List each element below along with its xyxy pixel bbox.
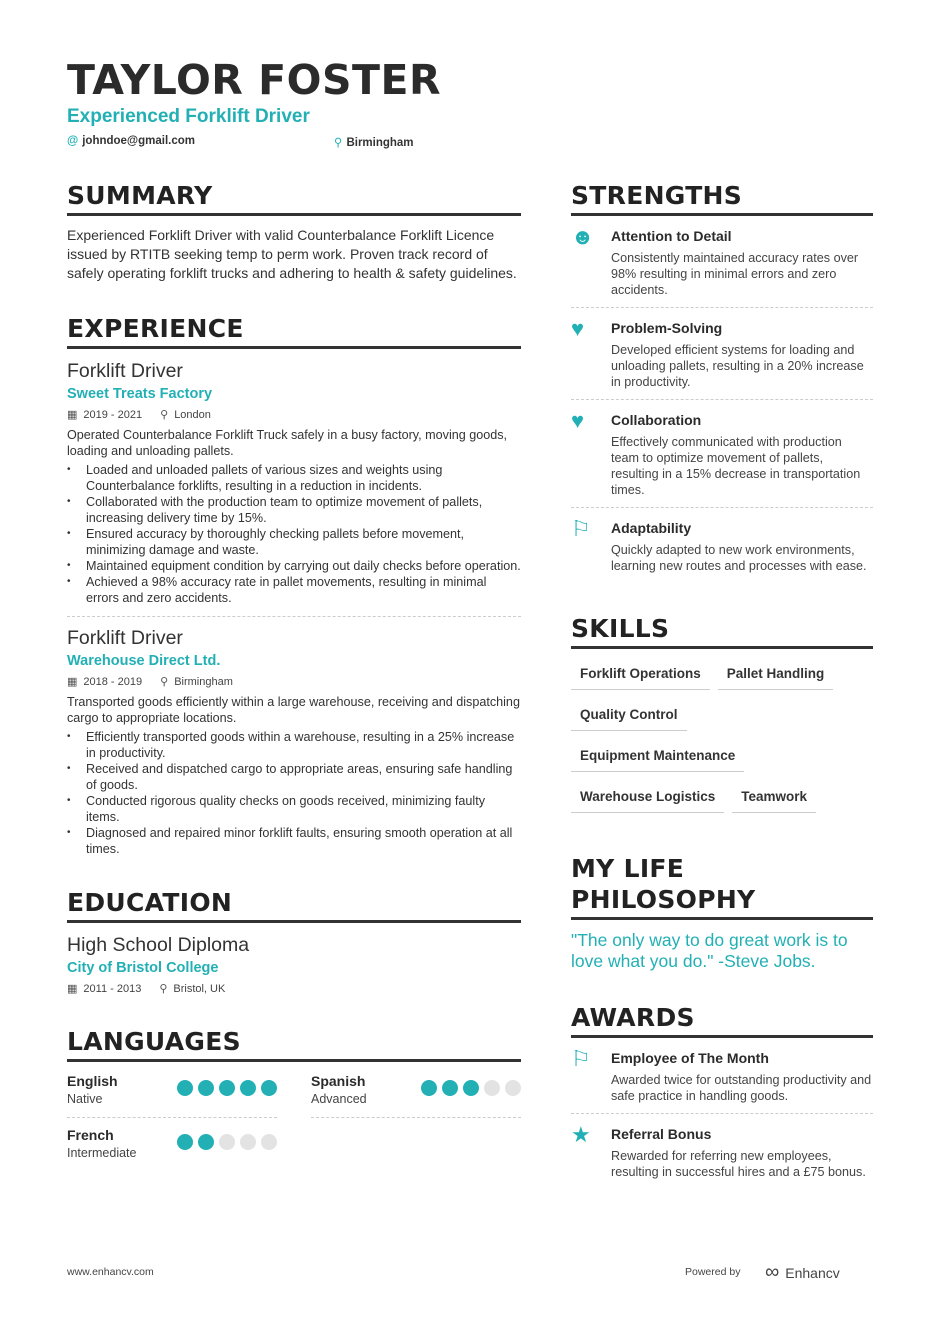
rating-dot-filled [219,1080,235,1096]
rating-dot-empty [505,1080,521,1096]
rating-dots [177,1134,277,1150]
strength-title: Collaboration [611,412,702,428]
strength-text: Developed efficient systems for loading and unloading pallets, resulting in a 20% increase in productivity. [611,343,864,389]
candidate-name: TAYLOR FOSTER [67,56,442,104]
philosophy-heading: MY LIFE PHILOSOPHY [571,853,873,920]
award-text: Rewarded for referring new employees, resulting in successful hires and a £75 bonus. [611,1149,866,1179]
rating-dot-filled [177,1134,193,1150]
rating-dot-filled [177,1080,193,1096]
languages-list [67,1070,521,1178]
strength-text: Effectively communicated with production team to optimize movement of pallets, resulting in a 15% decrease in transportation times. [611,435,861,497]
dates [67,675,142,689]
award-item [571,1114,873,1189]
skill-tag: Quality Control [571,700,687,731]
job-bullets [67,462,521,606]
job-title: Forklift Driver [67,360,183,382]
experience-heading: EXPERIENCE [67,313,521,349]
brand-name: Enhancv [785,1264,840,1281]
star-icon: ★ [571,1122,591,1147]
dates [67,408,142,422]
location-pin-icon: ⚲ [159,983,168,995]
job-description: Transported goods efficiently within a large warehouse, receiving and dispatching cargo to appropriate locations. [67,695,520,725]
job-location-text: Birmingham [174,676,233,688]
job-description: Operated Counterbalance Forklift Truck safely in a busy factory, moving goods, loading and unloading pallets. [67,428,508,458]
award-text: Awarded twice for outstanding productivity and safe practice in handling goods. [611,1073,872,1103]
language-name: English [67,1073,118,1089]
rating-dot-empty [219,1134,235,1150]
skills-list [571,659,873,823]
location-text: Birmingham [346,137,414,149]
location-pin-icon: ⚲ [160,676,169,688]
job-location-text: London [174,409,211,421]
language-french [67,1124,277,1172]
job-entry [67,617,521,857]
heart-icon: ♥ [571,316,585,341]
language-spanish [311,1070,521,1118]
rating-dot-filled [198,1080,214,1096]
rating-dot-empty [240,1134,256,1150]
bullet: • Diagnosed and repaired minor forklift faults, ensuring smooth operation at all times. [67,825,521,857]
dates-text: 2019 - 2021 [83,409,143,421]
dates [67,982,141,996]
language-level: Intermediate [67,1146,137,1160]
email[interactable] [67,135,195,147]
candidate-title: Experienced Forklift Driver [67,106,310,127]
strength-item [571,308,873,399]
footer-url[interactable]: www.enhancv.com [67,1266,154,1278]
strength-title: Attention to Detail [611,228,732,244]
awards-list [571,1038,873,1189]
strength-text: Consistently maintained accuracy rates over 98% resulting in minimal errors and zero accidents. [611,251,859,297]
left-column [67,180,521,1178]
bullet: • Received and dispatched cargo to appropriate areas, ensuring safe handling of goods. [67,761,521,793]
philosophy-quote: "The only way to do great work is to love what you do." -Steve Jobs. [571,930,848,971]
summary-heading: SUMMARY [67,180,521,216]
education-heading: EDUCATION [67,887,521,923]
calendar-icon: ▦ [67,983,78,995]
rating-dot-filled [442,1080,458,1096]
school-location-text: Bristol, UK [173,983,226,995]
strength-item [571,216,873,307]
rating-dot-empty [261,1134,277,1150]
strengths-heading: STRENGTHS [571,180,873,216]
rating-dot-filled [463,1080,479,1096]
school-location [159,982,225,996]
location [334,135,414,149]
bullet: • Achieved a 98% accuracy rate in pallet movements, resulting in minimal errors and zero accidents. [67,574,521,606]
job-location [160,675,233,689]
degree: High School Diploma [67,934,250,956]
dates-text: 2018 - 2019 [83,676,143,688]
bullet: • Maintained equipment condition by carrying out daily checks before operation. [67,558,521,574]
language-level: Advanced [311,1092,367,1106]
rating-dot-filled [421,1080,437,1096]
strengths-list [571,216,873,583]
skill-tag: Warehouse Logistics [571,782,724,813]
dates-text: 2011 - 2013 [83,983,142,995]
powered-by: Powered by [685,1266,741,1278]
calendar-icon: ▦ [67,409,78,421]
language-name: Spanish [311,1073,366,1089]
company: Sweet Treats Factory [67,386,213,402]
bullet: • Loaded and unloaded pallets of various sizes and weights using Counterbalance forklifts, resulting in a reduction in incidents. [67,462,521,494]
rating-dots [421,1080,521,1096]
skills-heading: SKILLS [571,613,873,649]
award-item [571,1038,873,1113]
heart-icon: ♥ [571,408,585,433]
award-title: Referral Bonus [611,1126,712,1142]
strength-text: Quickly adapted to new work environments, learning new routes and processes with ease. [611,543,867,573]
language-name: French [67,1127,114,1143]
bullet: • Conducted rigorous quality checks on goods received, minimizing faulty items. [67,793,521,825]
infinity-icon: ∞ [765,1261,780,1283]
bullet: • Collaborated with the production team to optimize movement of pallets, increasing delivery time by 15%. [67,494,521,526]
rating-dot-empty [484,1080,500,1096]
flag-icon: ⚐ [571,1046,591,1071]
job-entry [67,359,521,616]
skill-tag: Equipment Maintenance [571,741,744,772]
languages-heading: LANGUAGES [67,1026,521,1062]
email-text: johndoe@gmail.com [82,135,196,147]
awards-heading: AWARDS [571,1002,873,1038]
job-location [160,408,211,422]
skill-tag: Pallet Handling [718,659,834,690]
rating-dot-filled [198,1134,214,1150]
skill-tag: Forklift Operations [571,659,710,690]
skill-tag: Teamwork [732,782,816,813]
right-column [571,180,873,1189]
enhancv-logo[interactable] [765,1261,840,1284]
award-title: Employee of The Month [611,1050,769,1066]
school: City of Bristol College [67,960,219,976]
rating-dot-filled [240,1080,256,1096]
strength-title: Problem-Solving [611,320,723,336]
strength-item [571,508,873,583]
location-pin-icon: ⚲ [160,409,169,421]
calendar-icon: ▦ [67,676,78,688]
location-pin-icon: ⚲ [334,137,343,149]
flag-icon: ⚐ [571,516,591,541]
strength-item [571,400,873,507]
rating-dots [177,1080,277,1096]
summary-text: Experienced Forklift Driver with valid Counterbalance Forklift Licence issued by RTITB seeking temp to perm work. Proven track record of safely operating forklift trucks and adhering to health & safety guidelines. [67,227,517,281]
language-level: Native [67,1092,103,1106]
rating-dot-filled [261,1080,277,1096]
education-entry [67,933,521,996]
job-bullets [67,729,521,857]
at-icon: @ [67,135,79,147]
strength-title: Adaptability [611,520,692,536]
experience-list [67,359,521,857]
bullet: • Ensured accuracy by thoroughly checking pallets before movement, minimizing damage and waste. [67,526,521,558]
bullet: • Efficiently transported goods within a warehouse, resulting in a 25% increase in productivity. [67,729,521,761]
company: Warehouse Direct Ltd. [67,653,221,669]
job-title: Forklift Driver [67,627,183,649]
head-icon: ☻ [571,224,595,249]
language-english [67,1070,277,1118]
